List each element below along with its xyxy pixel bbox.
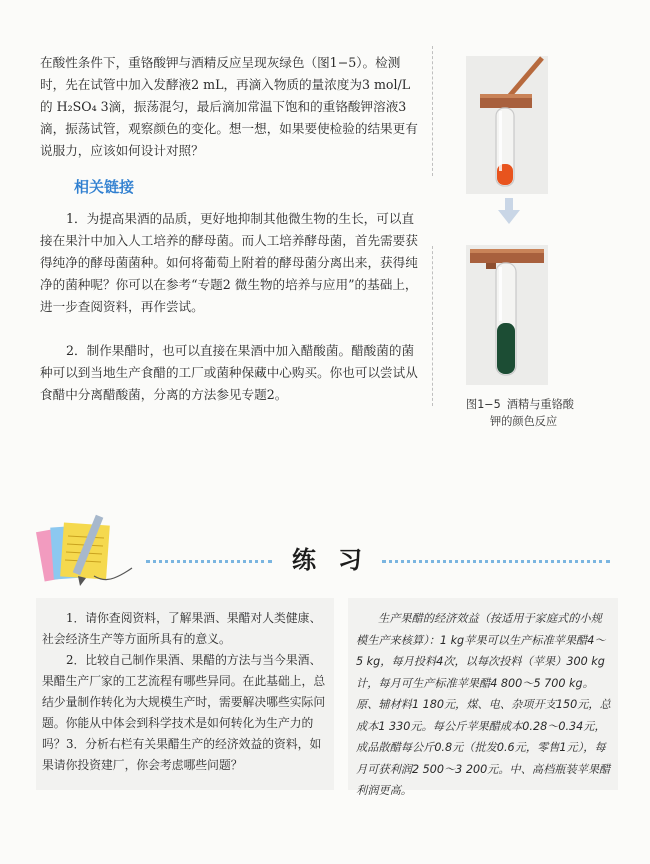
exercise-question-2: 2．比较自己制作果酒、果醋的方法与当今果酒、果醋生产厂家的工艺流程有哪些异同。在此基础上，总结少量制作转化为大规模生产时，需要解决哪些实际问题。你能从中体会到科学技术是如何转化为生产力的吗？ — [42, 653, 326, 751]
exercise-title: 练习 — [292, 545, 384, 574]
test-tube-orange-photo — [466, 56, 548, 194]
related-link-paragraph-1: 1．为提高果酒的品质，更好地抑制其他微生物的生长，可以直接在果汁中加入人工培养的酵母菌。而人工培养酵母菌，首先需要获得纯净的酵母菌菌种。如何将葡萄上附着的酵母菌分离出来，获得纯净的菌种呢？你可以在参考“专题2 微生物的培养与应用”的基础上，进一步查阅资料，再作尝试。 — [40, 211, 418, 314]
related-link-heading: 相关链接 — [74, 178, 135, 196]
economics-text: 生产果醋的经济效益（按适用于家庭式的小规模生产来核算）：1 kg苹果可以生产标准苹果醋4～5 kg，每月投料4次，以每次投料（苹果）300 kg计，每月可生产标准苹果醋4 800～5 700 kg。原、辅材料1 180元，煤、电、杂项开支150元，总成本1 330元。每公斤苹果醋成本0.28～0.34元，成品散醋每公斤0.8元（批发0.6元，零售1元），每月可获利润2 500～3 200元。中、高档瓶装苹果醋利润更高。 — [356, 612, 611, 797]
test-tube-green-photo — [466, 245, 548, 385]
title-dotted-rule-left — [146, 560, 272, 563]
exercise-question-1: 1．请你查阅资料，了解果酒、果醋对人类健康、社会经济生产等方面所具有的意义。 — [42, 611, 322, 646]
title-dotted-rule-right — [382, 560, 610, 563]
column-divider-top — [432, 46, 433, 176]
arrow-down-icon — [498, 198, 520, 224]
related-link-paragraph-2: 2．制作果醋时，也可以直接在果酒中加入醋酸菌。醋酸菌的菌种可以到当地生产食醋的工厂或菌种保藏中心购买。你也可以尝试从食醋中分离醋酸菌，分离的方法参见专题2。 — [40, 343, 418, 402]
figure-caption-line-1: 酒精与重铬酸 — [506, 398, 574, 411]
figure-label: 图1−5 — [466, 398, 501, 411]
figure-caption — [466, 396, 606, 430]
figure-caption-line-2: 钾的颜色反应 — [490, 415, 558, 428]
column-divider-bottom — [432, 246, 433, 406]
intro-paragraph: 在酸性条件下，重铬酸钾与酒精反应呈现灰绿色（图1−5）。检测时，先在试管中加入发酵液2 mL，再滴入物质的量浓度为3 mol/L的 H₂SO₄ 3滴，振荡混匀，最后滴加常温下饱和的重铬酸钾溶液3滴，振荡试管，观察颜色的变化。想一想，如果要使检验的结果更有说服力，应该如何设计对照？ — [40, 55, 418, 158]
notepad-pen-icon — [34, 506, 152, 596]
exercise-question-3: 3．分析右栏有关果醋生产的经济效益的资料，如果请你投资建厂，你会考虑哪些问题？ — [42, 737, 322, 772]
